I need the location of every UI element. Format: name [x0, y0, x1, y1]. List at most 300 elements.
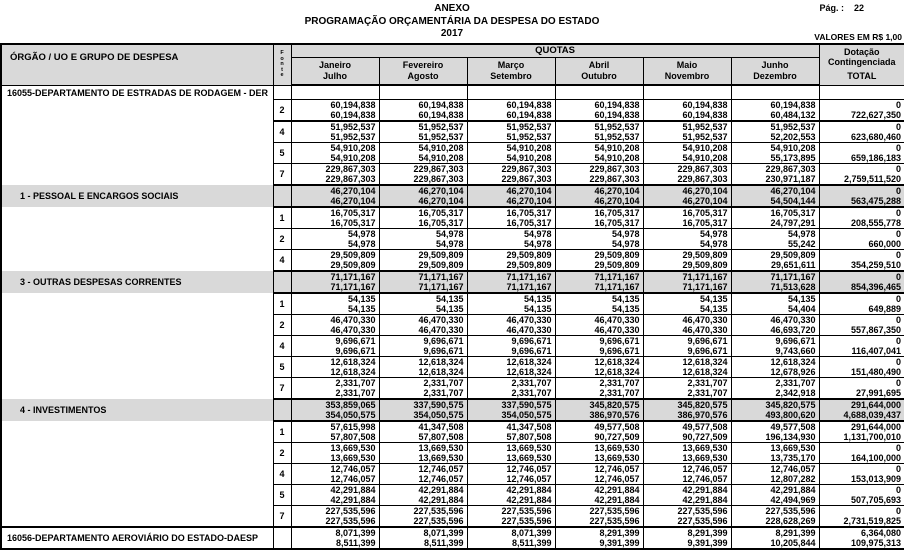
quota-line-1: 16,705,317 — [418, 207, 464, 218]
value-cell — [555, 163, 643, 185]
quota-line-2: 54,910,208 — [330, 152, 376, 163]
quota-line-1: 345,820,575 — [677, 399, 728, 410]
value-cell — [291, 527, 379, 549]
quota-line-2: 55,242 — [788, 238, 816, 249]
quota-line-2: 29,509,809 — [594, 259, 640, 270]
fonte-cell — [273, 527, 291, 549]
quota-line-1: 49,577,508 — [682, 421, 728, 432]
quota-line-2: 57,807,508 — [418, 431, 464, 442]
value-cell — [731, 399, 819, 421]
quota-line-1: 71,171,167 — [418, 271, 464, 282]
quota-line-1: 12,746,057 — [682, 463, 728, 474]
fonte-cell: 1 — [273, 207, 291, 229]
fonte-cell: 4 — [273, 121, 291, 143]
quota-line-2: 13,669,530 — [330, 452, 376, 463]
value-cell — [819, 228, 904, 249]
quota-line-2: 24,797,291 — [770, 217, 816, 228]
value-cell — [819, 142, 904, 163]
value-cell — [379, 185, 467, 207]
value-cell — [643, 228, 731, 249]
value-cell — [819, 99, 904, 121]
quota-line-1: 51,952,537 — [330, 121, 376, 132]
quota-line-2: 60,194,838 — [330, 109, 376, 120]
quota-line-2: 208,555,778 — [851, 217, 902, 228]
quota-line-1: 71,171,167 — [506, 271, 552, 282]
report-title: PROGRAMAÇÃO ORÇAMENTÁRIA DA DESPESA DO ESTADO — [304, 16, 600, 27]
quota-line-1: 46,270,104 — [506, 185, 552, 196]
quota-line-2: 9,696,671 — [511, 345, 552, 356]
page-number-value: 22 — [853, 3, 864, 13]
page-number — [819, 3, 864, 13]
quota-line-2: 660,000 — [868, 238, 902, 249]
value-cell — [291, 271, 379, 293]
quota-line-2: 151,480,490 — [851, 366, 902, 377]
quota-line-2: 46,470,330 — [418, 324, 464, 335]
fonte-row — [1, 207, 904, 229]
value-cell — [379, 314, 467, 335]
quota-line-1: 2,331,707 — [335, 377, 376, 388]
quota-line-1: 0 — [896, 99, 902, 110]
quota-line-2: 51,952,537 — [594, 131, 640, 142]
value-cell — [731, 505, 819, 527]
month-bottom: Dezembro — [753, 70, 797, 81]
quota-line-1: 46,470,330 — [682, 314, 728, 325]
quota-line-2: 42,291,884 — [594, 494, 640, 505]
quota-line-1: 54,910,208 — [682, 142, 728, 153]
value-cell — [643, 356, 731, 377]
quota-line-2: 54,978 — [699, 238, 728, 249]
quota-line-2: 386,970,576 — [589, 409, 640, 420]
value-cell — [291, 442, 379, 463]
quota-line-1: 16,705,317 — [506, 207, 552, 218]
column-header-month — [643, 57, 731, 85]
fonte-row — [1, 421, 904, 443]
quota-line-2: 9,696,671 — [599, 345, 640, 356]
value-cell — [643, 121, 731, 143]
quota-line-2: 60,484,132 — [770, 109, 816, 120]
budget-table — [0, 43, 904, 550]
quota-line-1: 12,746,057 — [330, 463, 376, 474]
quota-line-1: 54,910,208 — [770, 142, 816, 153]
quota-line-2: 57,807,508 — [506, 431, 552, 442]
quota-line-2: 13,735,170 — [770, 452, 816, 463]
quota-line-1: 42,291,884 — [330, 484, 376, 495]
quota-line-1: 54,978 — [523, 228, 552, 239]
quota-line-2: 42,494,969 — [770, 494, 816, 505]
quota-line-1: 227,535,596 — [589, 505, 640, 516]
quota-line-2: 90,727,509 — [594, 431, 640, 442]
quota-line-2: 46,270,104 — [594, 195, 640, 206]
quota-line-1: 29,509,809 — [594, 249, 640, 260]
quota-line-1: 54,135 — [788, 293, 816, 304]
quota-line-2: 16,705,317 — [418, 217, 464, 228]
orgao-empty-cell — [1, 421, 273, 527]
quota-line-1: 51,952,537 — [770, 121, 816, 132]
quota-line-1: 29,509,809 — [330, 249, 376, 260]
value-cell — [291, 463, 379, 484]
value-cell — [555, 249, 643, 271]
quota-line-2: 51,952,537 — [506, 131, 552, 142]
value-cell — [291, 314, 379, 335]
quota-line-1: 54,910,208 — [330, 142, 376, 153]
value-cell — [467, 121, 555, 143]
quota-line-2: 12,618,324 — [506, 366, 552, 377]
quota-line-1: 54,910,208 — [506, 142, 552, 153]
quota-line-2: 46,270,104 — [330, 195, 376, 206]
value-cell — [291, 185, 379, 207]
value-cell — [379, 356, 467, 377]
quota-line-2: 29,509,809 — [506, 259, 552, 270]
quota-line-2: 46,470,330 — [594, 324, 640, 335]
value-cell — [731, 249, 819, 271]
value-cell — [467, 293, 555, 315]
column-header-month — [291, 57, 379, 85]
fonte-cell: 7 — [273, 377, 291, 399]
value-cell — [555, 271, 643, 293]
value-cell — [819, 377, 904, 399]
quota-line-1: 16,705,317 — [330, 207, 376, 218]
quota-line-2: 42,291,884 — [682, 494, 728, 505]
value-cell — [819, 207, 904, 229]
quota-line-2: 12,746,057 — [418, 473, 464, 484]
quota-line-2: 229,867,303 — [589, 173, 640, 184]
value-cell — [379, 399, 467, 421]
quota-line-2: 10,205,844 — [770, 537, 816, 548]
quota-line-1: 46,270,104 — [330, 185, 376, 196]
value-cell — [291, 377, 379, 399]
value-cell — [291, 399, 379, 421]
quota-line-1: 12,746,057 — [418, 463, 464, 474]
quota-line-1: 337,590,575 — [413, 399, 464, 410]
quota-line-1: 13,669,530 — [594, 442, 640, 453]
quota-line-2: 2,731,519,825 — [843, 515, 902, 526]
quota-line-2: 229,867,303 — [677, 173, 728, 184]
quota-line-2: 12,807,282 — [770, 473, 816, 484]
quota-line-2: 71,171,167 — [594, 281, 640, 292]
quota-line-1: 71,171,167 — [770, 271, 816, 282]
section-label: 1 - PESSOAL E ENCARGOS SOCIAIS — [1, 185, 273, 207]
value-cell — [819, 249, 904, 271]
quota-line-1: 291,644,000 — [851, 421, 902, 432]
quota-line-2: 16,705,317 — [594, 217, 640, 228]
value-cell — [555, 484, 643, 505]
quota-line-2: 54,135 — [347, 303, 376, 314]
value-cell — [379, 293, 467, 315]
value-cell — [643, 484, 731, 505]
section-total-row — [1, 185, 904, 207]
value-cell — [555, 505, 643, 527]
quota-line-1: 46,270,104 — [594, 185, 640, 196]
column-header-month — [555, 57, 643, 85]
column-header-orgao: ÓRGÃO / UO E GRUPO DE DESPESA — [1, 44, 273, 85]
quota-line-1: 60,194,838 — [770, 99, 816, 110]
quota-line-1: 0 — [896, 356, 902, 367]
quota-line-2: 12,618,324 — [594, 366, 640, 377]
quota-line-2: 60,194,838 — [594, 109, 640, 120]
value-cell — [819, 335, 904, 356]
value-cell — [819, 505, 904, 527]
quota-line-2: 54,978 — [435, 238, 464, 249]
quota-line-2: 29,509,809 — [330, 259, 376, 270]
quota-line-2: 55,173,895 — [770, 152, 816, 163]
quota-line-1: 227,535,596 — [765, 505, 816, 516]
quota-line-2: 54,978 — [347, 238, 376, 249]
dotacao-total-label: TOTAL — [847, 71, 877, 81]
quota-line-1: 0 — [896, 314, 902, 325]
quota-line-1: 8,291,399 — [687, 527, 728, 538]
quota-line-1: 16,705,317 — [682, 207, 728, 218]
quota-line-1: 12,618,324 — [770, 356, 816, 367]
quota-line-1: 0 — [896, 377, 902, 388]
value-cell — [379, 85, 467, 99]
value-cell — [731, 228, 819, 249]
quota-line-2: 12,746,057 — [594, 473, 640, 484]
quota-line-2: 90,727,509 — [682, 431, 728, 442]
value-cell — [467, 527, 555, 549]
value-cell — [643, 271, 731, 293]
quota-line-1: 42,291,884 — [418, 484, 464, 495]
quota-line-2: 2,759,511,520 — [844, 173, 902, 184]
month-bottom: Julho — [323, 70, 347, 81]
quota-line-2: 563,475,288 — [851, 195, 902, 206]
quota-line-1: 49,577,508 — [770, 421, 816, 432]
quota-line-1: 229,867,303 — [765, 163, 816, 174]
value-cell — [731, 121, 819, 143]
quota-line-1: 54,978 — [347, 228, 376, 239]
quota-line-2: 2,331,707 — [423, 387, 464, 398]
quota-line-1: 71,171,167 — [330, 271, 376, 282]
quota-line-1: 29,509,809 — [770, 249, 816, 260]
quota-line-1: 51,952,537 — [594, 121, 640, 132]
value-cell — [379, 142, 467, 163]
value-cell — [467, 442, 555, 463]
value-cell — [731, 85, 819, 99]
quota-line-1: 229,867,303 — [413, 163, 464, 174]
value-cell — [467, 207, 555, 229]
dotacao-line: Contingenciada — [828, 57, 896, 67]
quota-line-2: 54,404 — [788, 303, 816, 314]
quota-line-1: 60,194,838 — [506, 99, 552, 110]
value-cell — [731, 314, 819, 335]
quota-line-1: 13,669,530 — [506, 442, 552, 453]
quota-line-2: 386,970,576 — [677, 409, 728, 420]
fonte-cell: 2 — [273, 442, 291, 463]
fonte-cell: 2 — [273, 99, 291, 121]
quota-line-2: 60,194,838 — [682, 109, 728, 120]
quota-line-2: 71,171,167 — [330, 281, 376, 292]
quota-line-1: 0 — [896, 293, 902, 304]
quota-line-2: 354,050,575 — [501, 409, 552, 420]
value-cell — [555, 527, 643, 549]
fonte-cell — [273, 85, 291, 99]
quota-line-1: 42,291,884 — [506, 484, 552, 495]
quota-line-2: 51,952,537 — [330, 131, 376, 142]
quota-line-1: 13,669,530 — [770, 442, 816, 453]
value-cell — [467, 399, 555, 421]
quota-line-1: 8,071,399 — [423, 527, 464, 538]
column-header-fonte — [273, 44, 291, 85]
quota-line-1: 60,194,838 — [330, 99, 376, 110]
quota-line-1: 42,291,884 — [594, 484, 640, 495]
quota-line-1: 8,071,399 — [335, 527, 376, 538]
value-cell — [467, 271, 555, 293]
quota-line-2: 649,889 — [868, 303, 902, 314]
value-cell — [643, 442, 731, 463]
value-cell — [643, 207, 731, 229]
value-cell — [467, 505, 555, 527]
quota-line-2: 51,952,537 — [682, 131, 728, 142]
quota-line-2: 71,171,167 — [682, 281, 728, 292]
quota-line-1: 2,331,707 — [775, 377, 816, 388]
fonte-cell: 2 — [273, 314, 291, 335]
quota-line-2: 12,618,324 — [330, 366, 376, 377]
value-cell — [731, 335, 819, 356]
value-cell — [555, 228, 643, 249]
quota-line-2: 54,978 — [611, 238, 640, 249]
quota-line-1: 9,696,671 — [687, 335, 728, 346]
page-number-label: Pág. : — [819, 3, 844, 13]
value-cell — [379, 463, 467, 484]
quota-line-2: 164,100,000 — [851, 452, 902, 463]
dotacao-line: Dotação — [844, 47, 880, 57]
value-cell — [643, 505, 731, 527]
value-cell — [379, 228, 467, 249]
value-cell — [819, 163, 904, 185]
quota-line-1: 46,470,330 — [594, 314, 640, 325]
fonte-cell: 4 — [273, 249, 291, 271]
section-label: 3 - OUTRAS DESPESAS CORRENTES — [1, 271, 273, 293]
quota-line-2: 228,628,269 — [765, 515, 816, 526]
value-cell — [291, 484, 379, 505]
fonte-letter: F — [280, 50, 284, 56]
quota-line-1: 9,696,671 — [599, 335, 640, 346]
quota-line-1: 54,978 — [435, 228, 464, 239]
quota-line-1: 9,696,671 — [423, 335, 464, 346]
quota-line-1: 229,867,303 — [677, 163, 728, 174]
value-cell — [291, 335, 379, 356]
quota-line-1: 54,135 — [699, 293, 728, 304]
fonte-letter: n — [280, 61, 284, 67]
column-header-dotacao — [819, 44, 904, 85]
values-note: VALORES EM R$ 1,00 — [814, 32, 902, 42]
value-cell — [819, 293, 904, 315]
value-cell — [467, 249, 555, 271]
quota-line-2: 54,910,208 — [682, 152, 728, 163]
month-top: Junho — [761, 59, 789, 70]
quota-line-1: 0 — [896, 207, 902, 218]
quota-line-2: 8,511,399 — [423, 537, 464, 548]
quota-line-1: 13,669,530 — [682, 442, 728, 453]
report-year: 2017 — [440, 28, 464, 39]
fonte-row — [1, 293, 904, 315]
quota-line-1: 16,705,317 — [594, 207, 640, 218]
quota-line-2: 54,135 — [611, 303, 640, 314]
quota-line-1: 51,952,537 — [682, 121, 728, 132]
fonte-cell — [273, 399, 291, 421]
value-cell — [643, 399, 731, 421]
value-cell — [819, 121, 904, 143]
quota-line-2: 2,331,707 — [335, 387, 376, 398]
page-header — [0, 0, 904, 43]
quota-line-2: 13,669,530 — [594, 452, 640, 463]
value-cell — [467, 356, 555, 377]
quota-line-1: 41,347,508 — [506, 421, 552, 432]
value-cell — [379, 421, 467, 443]
quota-line-1: 345,820,575 — [765, 399, 816, 410]
quota-line-1: 2,331,707 — [687, 377, 728, 388]
value-cell — [379, 377, 467, 399]
quota-line-2: 13,669,530 — [418, 452, 464, 463]
quota-line-1: 0 — [896, 121, 902, 132]
quota-line-1: 0 — [896, 463, 902, 474]
quota-line-2: 116,407,041 — [851, 345, 902, 356]
quota-line-2: 46,470,330 — [682, 324, 728, 335]
quota-line-2: 51,952,537 — [418, 131, 464, 142]
quota-line-2: 29,509,809 — [418, 259, 464, 270]
quota-line-2: 493,800,620 — [765, 409, 816, 420]
quota-line-2: 16,705,317 — [506, 217, 552, 228]
value-cell — [467, 163, 555, 185]
org-label: 16056-DEPARTAMENTO AEROVIÁRIO DO ESTADO-DAESP — [1, 527, 273, 549]
quota-line-2: 8,511,399 — [511, 537, 552, 548]
value-cell — [555, 121, 643, 143]
quota-line-1: 229,867,303 — [589, 163, 640, 174]
quota-line-2: 46,270,104 — [418, 195, 464, 206]
quota-line-1: 54,978 — [611, 228, 640, 239]
fonte-cell: 1 — [273, 421, 291, 443]
quota-line-2: 2,342,918 — [775, 387, 816, 398]
quota-line-2: 54,504,144 — [770, 195, 816, 206]
quota-line-2: 230,971,187 — [765, 173, 816, 184]
quota-line-1: 12,746,057 — [594, 463, 640, 474]
quota-line-1: 9,696,671 — [775, 335, 816, 346]
value-cell — [467, 228, 555, 249]
quota-line-2: 46,470,330 — [506, 324, 552, 335]
quota-line-1: 54,135 — [523, 293, 552, 304]
value-cell — [643, 185, 731, 207]
column-header-quotas: QUOTAS — [291, 44, 819, 57]
month-top: Janeiro — [318, 59, 351, 70]
quota-line-1: 54,135 — [347, 293, 376, 304]
fonte-cell: 4 — [273, 335, 291, 356]
value-cell — [731, 142, 819, 163]
value-cell — [819, 399, 904, 421]
quota-line-1: 54,910,208 — [594, 142, 640, 153]
quota-line-2: 42,291,884 — [330, 494, 376, 505]
quota-line-1: 13,669,530 — [330, 442, 376, 453]
quota-line-1: 0 — [896, 185, 902, 196]
value-cell — [555, 314, 643, 335]
value-cell — [731, 463, 819, 484]
quota-line-2: 557,867,350 — [851, 324, 902, 335]
value-cell — [643, 163, 731, 185]
quota-line-1: 54,978 — [788, 228, 816, 239]
quota-line-2: 9,391,399 — [599, 537, 640, 548]
quota-line-2: 16,705,317 — [330, 217, 376, 228]
quota-line-2: 54,135 — [699, 303, 728, 314]
section-total-row — [1, 271, 904, 293]
quota-line-2: 60,194,838 — [506, 109, 552, 120]
value-cell — [731, 442, 819, 463]
quota-line-2: 659,186,183 — [851, 152, 902, 163]
quota-line-1: 6,364,080 — [861, 527, 902, 538]
value-cell — [643, 335, 731, 356]
quota-line-1: 46,470,330 — [770, 314, 816, 325]
org-label: 16055-DEPARTAMENTO DE ESTRADAS DE RODAGEM - DER — [1, 85, 273, 185]
value-cell — [555, 421, 643, 443]
month-top: Maio — [676, 59, 698, 70]
quota-line-1: 345,820,575 — [589, 399, 640, 410]
